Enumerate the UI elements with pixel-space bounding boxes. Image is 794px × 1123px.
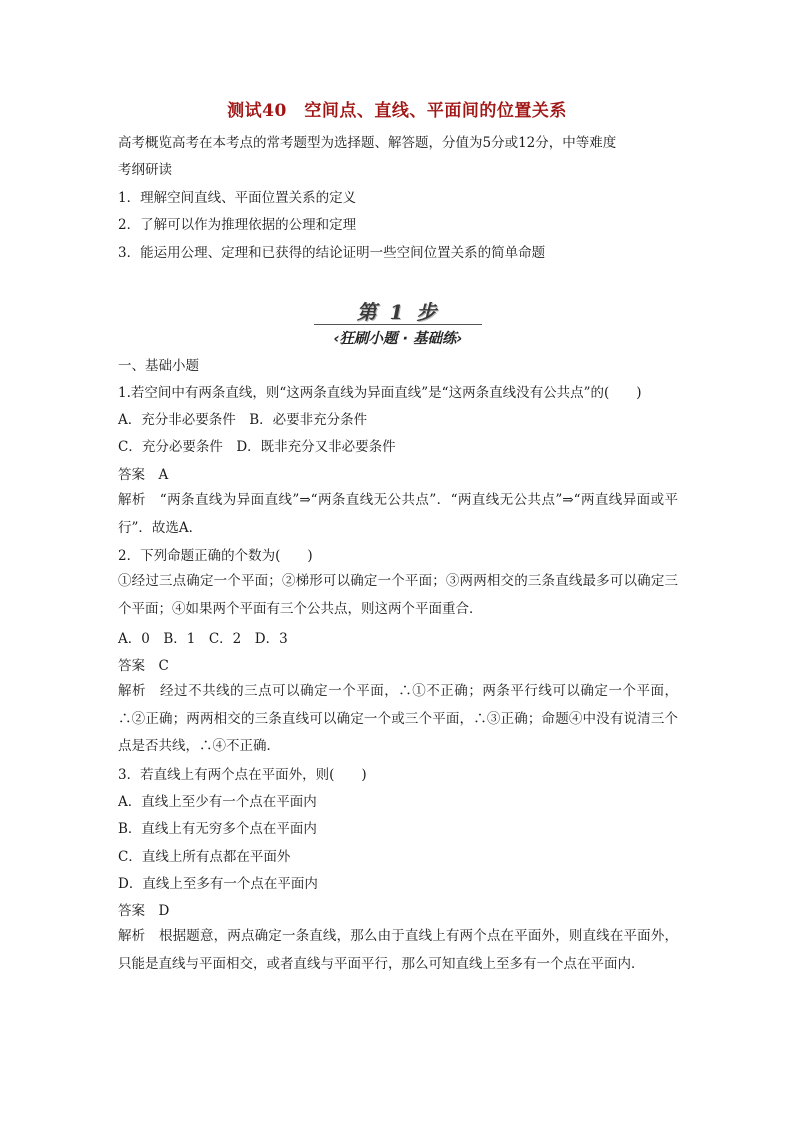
syllabus-item: 2．了解可以作为推理依据的公理和定理 [118,217,357,233]
exam-overview: 高考概览高考在本考点的常考题型为选择题、解答题，分值为5分或12分，中等难度 [118,135,617,151]
step-label: 第 1 步 [356,300,440,324]
syllabus-item: 3．能运用公理、定理和已获得的结论证明一些空间位置关系的简单命题 [118,245,546,261]
question-stem: 3．若直线上有两个点在平面外，则( ) [118,767,367,783]
question-body: ①经过三点确定一个平面；②梯形可以确定一个平面；③两两相交的三条直线最多可以确定三个平面；④如果两个平面有三个公共点，则这两个平面重合． [118,573,678,617]
question-option: C．直线上所有点都在平面外 [118,849,291,865]
banner-divider [314,324,482,325]
question-options: A．0 B．1 C．2 D．3 [118,631,288,647]
analysis: 解析 根据题意，两点确定一条直线，那么由于直线上有两个点在平面外，则直线在平面外，只能是直线与平面相交，或者直线与平面平行，那么可知直线上至多有一个点在平面内． [118,928,678,972]
syllabus-item: 1．理解空间直线、平面位置关系的定义 [118,190,357,206]
syllabus-heading: 考纲研读 [118,162,172,178]
answer: 答案 D [118,903,170,919]
question-options: C．充分必要条件 D．既非充分又非必要条件 [118,439,396,455]
analysis: 解析 “两条直线为异面直线”⇒“两条直线无公共点”．“两直线无公共点”⇒“两直线异面或平行”．故选A． [118,492,678,536]
question-stem: 2．下列命题正确的个数为( ) [118,548,313,564]
question-options: A．充分非必要条件 B．必要非充分条件 [118,412,368,428]
analysis: 解析 经过不共线的三点可以确定一个平面，∴①不正确；两条平行线可以确定一个平面，∴②正确；两两相交的三条直线可以确定一个或三个平面，∴③正确；命题④中没有说清三个点是否共线，∴④不正确． [118,683,678,754]
question-stem: 1.若空间中有两条直线，则“这两条直线为异面直线”是“这两条直线没有公共点”的( ) [118,385,642,401]
step-banner [310,296,486,348]
answer: 答案 C [118,658,169,674]
section-heading: 一、基础小题 [118,358,199,374]
question-option: A．直线上至少有一个点在平面内 [118,794,317,810]
step-subtitle: ‹狂刷小题 · 基础练› [333,331,463,347]
question-option: D．直线上至多有一个点在平面内 [118,876,318,892]
question-option: B．直线上有无穷多个点在平面内 [118,821,317,837]
page-title: 测试40 空间点、直线、平面间的位置关系 [227,101,567,121]
answer: 答案 A [118,467,169,483]
